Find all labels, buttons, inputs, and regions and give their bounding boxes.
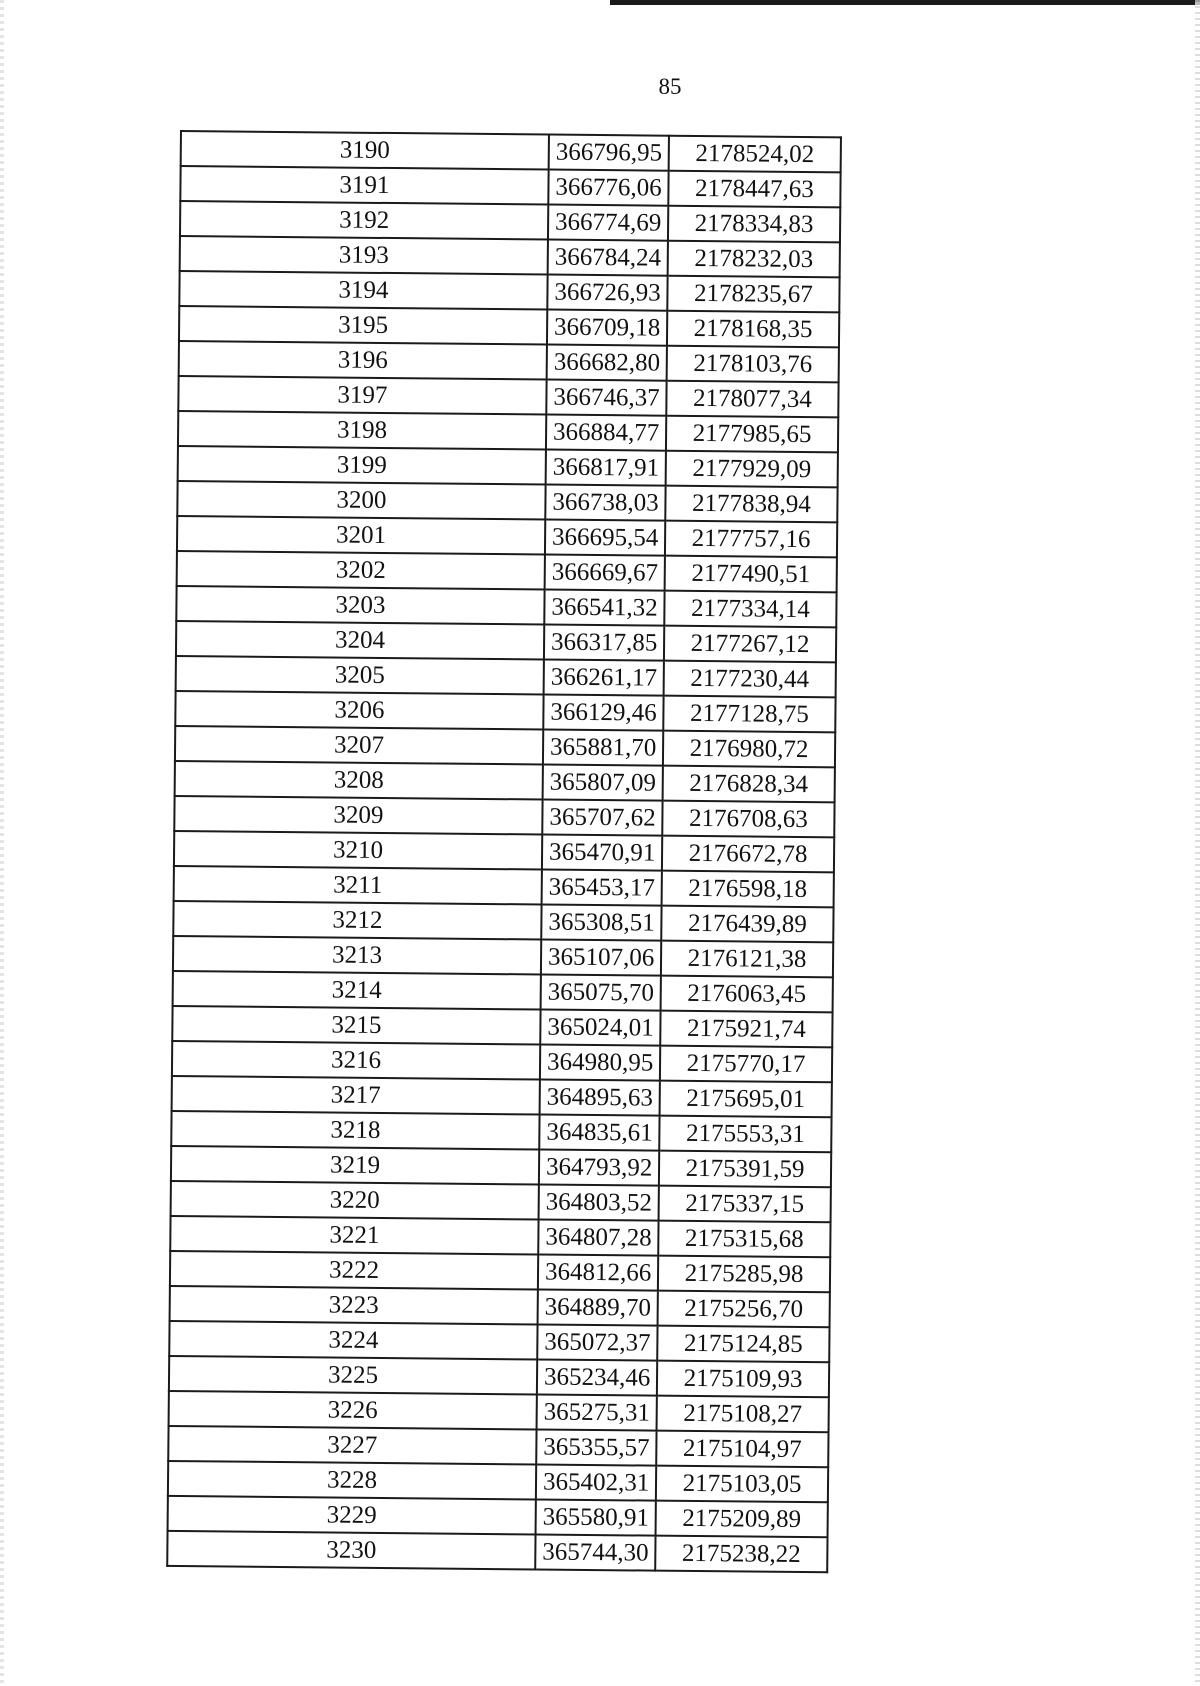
x-coordinate-cell: 365453,17 [542, 870, 662, 906]
x-coordinate-cell: 364793,92 [539, 1149, 659, 1185]
point-number-cell: 3216 [172, 1041, 540, 1080]
point-number-cell: 3205 [176, 656, 544, 695]
y-coordinate-cell: 2175109,93 [657, 1361, 829, 1398]
y-coordinate-cell: 2175256,70 [658, 1291, 830, 1328]
y-coordinate-cell: 2177230,44 [664, 661, 836, 698]
x-coordinate-cell: 366738,03 [545, 485, 665, 521]
x-coordinate-cell: 366776,06 [548, 170, 668, 206]
x-coordinate-cell: 366261,17 [544, 660, 664, 696]
y-coordinate-cell: 2176980,72 [663, 731, 835, 768]
x-coordinate-cell: 364895,63 [540, 1079, 660, 1115]
y-coordinate-cell: 2178524,02 [669, 136, 841, 173]
x-coordinate-cell: 366682,80 [547, 345, 667, 381]
y-coordinate-cell: 2178235,67 [667, 276, 839, 313]
point-number-cell: 3220 [171, 1181, 539, 1220]
x-coordinate-cell: 366746,37 [546, 380, 666, 416]
point-number-cell: 3196 [179, 341, 547, 380]
point-number-cell: 3202 [177, 551, 545, 590]
point-number-cell: 3199 [178, 446, 546, 485]
y-coordinate-cell: 2175104,97 [656, 1431, 828, 1468]
x-coordinate-cell: 366541,32 [544, 590, 664, 626]
point-number-cell: 3209 [174, 796, 542, 835]
x-coordinate-cell: 366129,46 [543, 695, 663, 731]
x-coordinate-cell: 365275,31 [537, 1394, 657, 1430]
point-number-cell: 3200 [177, 481, 545, 520]
scan-border-top [610, 0, 1200, 5]
y-coordinate-cell: 2175770,17 [660, 1046, 832, 1083]
y-coordinate-cell: 2175108,27 [657, 1396, 829, 1433]
y-coordinate-cell: 2176598,18 [662, 871, 834, 908]
y-coordinate-cell: 2178447,63 [668, 171, 840, 208]
point-number-cell: 3195 [179, 306, 547, 345]
y-coordinate-cell: 2175238,22 [655, 1536, 827, 1573]
point-number-cell: 3206 [175, 691, 543, 730]
coordinates-table [166, 130, 842, 1573]
y-coordinate-cell: 2175695,01 [660, 1081, 832, 1118]
point-number-cell: 3190 [181, 131, 549, 170]
point-number-cell: 3213 [173, 936, 541, 975]
x-coordinate-cell: 366695,54 [545, 520, 665, 556]
point-number-cell: 3218 [171, 1111, 539, 1150]
y-coordinate-cell: 2178232,03 [668, 241, 840, 278]
y-coordinate-cell: 2176063,45 [661, 976, 833, 1013]
x-coordinate-cell: 365402,31 [536, 1464, 656, 1500]
point-number-cell: 3223 [170, 1286, 538, 1325]
point-number-cell: 3228 [168, 1461, 536, 1500]
y-coordinate-cell: 2175553,31 [659, 1116, 831, 1153]
y-coordinate-cell: 2177334,14 [664, 591, 836, 628]
point-number-cell: 3201 [177, 516, 545, 555]
point-number-cell: 3219 [171, 1146, 539, 1185]
x-coordinate-cell: 366774,69 [548, 205, 668, 241]
x-coordinate-cell: 365707,62 [542, 800, 662, 836]
point-number-cell: 3224 [169, 1321, 537, 1360]
x-coordinate-cell: 366817,91 [546, 450, 666, 486]
x-coordinate-cell: 366796,95 [549, 135, 669, 171]
point-number-cell: 3229 [168, 1496, 536, 1535]
point-number-cell: 3203 [176, 586, 544, 625]
x-coordinate-cell: 366709,18 [547, 310, 667, 346]
point-number-cell: 3221 [170, 1216, 538, 1255]
y-coordinate-cell: 2177929,09 [666, 451, 838, 488]
point-number-cell: 3207 [175, 726, 543, 765]
scan-edge-right [1195, 0, 1200, 1686]
x-coordinate-cell: 365075,70 [541, 975, 661, 1011]
y-coordinate-cell: 2178168,35 [667, 311, 839, 348]
x-coordinate-cell: 366669,67 [545, 555, 665, 591]
point-number-cell: 3208 [175, 761, 543, 800]
x-coordinate-cell: 364812,66 [538, 1254, 658, 1290]
point-number-cell: 3212 [173, 901, 541, 940]
x-coordinate-cell: 364980,95 [540, 1045, 660, 1081]
table-row [167, 1531, 827, 1572]
x-coordinate-cell: 365024,01 [540, 1010, 660, 1046]
y-coordinate-cell: 2175315,68 [658, 1221, 830, 1258]
x-coordinate-cell: 366726,93 [547, 275, 667, 311]
point-number-cell: 3215 [172, 1006, 540, 1045]
point-number-cell: 3226 [169, 1391, 537, 1430]
point-number-cell: 3192 [180, 201, 548, 240]
x-coordinate-cell: 365881,70 [543, 730, 663, 766]
x-coordinate-cell: 365470,91 [542, 835, 662, 871]
y-coordinate-cell: 2178103,76 [667, 346, 839, 383]
y-coordinate-cell: 2177757,16 [665, 521, 837, 558]
point-number-cell: 3204 [176, 621, 544, 660]
point-number-cell: 3193 [180, 236, 548, 275]
y-coordinate-cell: 2176121,38 [661, 941, 833, 978]
point-number-cell: 3227 [168, 1426, 536, 1465]
page-number: 85 [658, 74, 682, 99]
x-coordinate-cell: 365234,46 [537, 1359, 657, 1395]
x-coordinate-cell: 366884,77 [546, 415, 666, 451]
y-coordinate-cell: 2175209,89 [656, 1501, 828, 1538]
x-coordinate-cell: 364835,61 [539, 1114, 659, 1150]
y-coordinate-cell: 2175391,59 [659, 1151, 831, 1188]
x-coordinate-cell: 365807,09 [543, 765, 663, 801]
x-coordinate-cell: 365744,30 [535, 1534, 655, 1570]
point-number-cell: 3191 [180, 166, 548, 205]
y-coordinate-cell: 2176439,89 [661, 906, 833, 943]
y-coordinate-cell: 2175337,15 [659, 1186, 831, 1223]
y-coordinate-cell: 2178334,83 [668, 206, 840, 243]
point-number-cell: 3217 [172, 1076, 540, 1115]
x-coordinate-cell: 365355,57 [536, 1429, 656, 1465]
point-number-cell: 3197 [178, 376, 546, 415]
point-number-cell: 3225 [169, 1356, 537, 1395]
x-coordinate-cell: 365308,51 [541, 905, 661, 941]
x-coordinate-cell: 364889,70 [538, 1289, 658, 1325]
y-coordinate-cell: 2177267,12 [664, 626, 836, 663]
y-coordinate-cell: 2175285,98 [658, 1256, 830, 1293]
x-coordinate-cell: 364807,28 [538, 1219, 658, 1255]
x-coordinate-cell: 366317,85 [544, 625, 664, 661]
y-coordinate-cell: 2175124,85 [657, 1326, 829, 1363]
point-number-cell: 3214 [173, 971, 541, 1010]
point-number-cell: 3198 [178, 411, 546, 450]
y-coordinate-cell: 2177985,65 [666, 416, 838, 453]
x-coordinate-cell: 365107,06 [541, 940, 661, 976]
y-coordinate-cell: 2177128,75 [663, 696, 835, 733]
x-coordinate-cell: 365072,37 [537, 1324, 657, 1360]
y-coordinate-cell: 2176672,78 [662, 836, 834, 873]
y-coordinate-cell: 2175921,74 [660, 1011, 832, 1048]
point-number-cell: 3211 [174, 866, 542, 905]
y-coordinate-cell: 2177838,94 [665, 486, 837, 523]
point-number-cell: 3194 [179, 271, 547, 310]
point-number-cell: 3230 [167, 1531, 535, 1570]
x-coordinate-cell: 364803,52 [539, 1184, 659, 1220]
y-coordinate-cell: 2177490,51 [665, 556, 837, 593]
x-coordinate-cell: 366784,24 [548, 240, 668, 276]
x-coordinate-cell: 365580,91 [536, 1499, 656, 1535]
scan-edge-left [0, 0, 4, 1686]
y-coordinate-cell: 2175103,05 [656, 1466, 828, 1503]
point-number-cell: 3210 [174, 831, 542, 870]
y-coordinate-cell: 2176708,63 [662, 801, 834, 838]
coordinates-table-body [167, 131, 841, 1572]
y-coordinate-cell: 2178077,34 [666, 381, 838, 418]
point-number-cell: 3222 [170, 1251, 538, 1290]
y-coordinate-cell: 2176828,34 [663, 766, 835, 803]
